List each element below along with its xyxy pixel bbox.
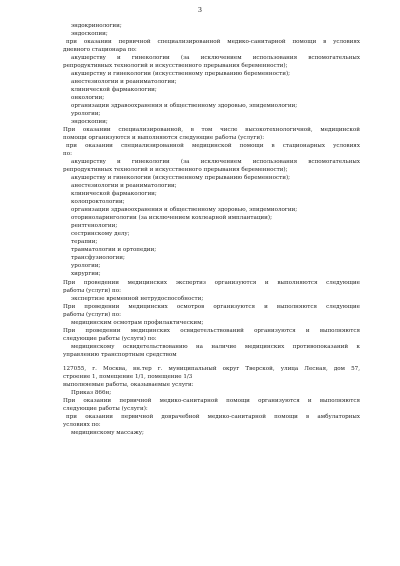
text-line: рентгенологии; (71, 223, 118, 230)
text-line: При проведении медицинских осмотров организуются и выполняются следующие (63, 303, 360, 310)
text-line: репродуктивных технологий и искусственного прерывания беременности); (63, 63, 288, 70)
text-line: При проведении медицинских экспертиз организуются и выполняются следующие (63, 279, 360, 286)
text-line: медицинскому массажу; (71, 429, 144, 436)
text-line: анестезиологии и реаниматологии; (71, 79, 177, 86)
text-line: эндокринологии; (71, 23, 122, 29)
text-line: акушерству и гинекологии (за исключением использования вспомогательных (71, 159, 360, 166)
text-line: хирургии; (71, 271, 101, 278)
text-line: акушерству и гинекологии (за исключением использования вспомогательных (71, 55, 360, 62)
text-line: анестезиологии и реаниматологии; (71, 183, 177, 190)
text-line: колопроктологии; (71, 199, 125, 206)
text-line: организации здравоохранения и общественному здоровью, эпидемиологии; (71, 103, 298, 110)
text-line: при оказании первичной специализированной медико-санитарной помощи в условиях (66, 39, 360, 46)
text-line: клинической фармакологии; (71, 87, 157, 94)
text-line: сестринскому делу; (71, 231, 130, 238)
text-line: по: (63, 151, 72, 158)
document-body (63, 22, 360, 437)
text-line: клинической фармакологии; (71, 191, 157, 198)
text-line: При оказании первичной медико-санитарной помощи организуются и выполняются (63, 397, 360, 404)
text-line: при оказании первичной доврачебной медико-санитарной помощи в амбулаторных (66, 413, 360, 420)
text-line: строение 1, помещение 1/1, помещение 1/3 (63, 373, 193, 380)
text-line: медицинским осмотрам профилактическим; (71, 319, 204, 326)
text-line: выполняемые работы, оказываемые услуги: (63, 381, 194, 388)
text-line: репродуктивных технологий и искусственного прерывания беременности); (63, 167, 288, 174)
text-line: помощи организуются и выполняются следующие работы (услуги): (63, 135, 265, 142)
text-line: работы (услуги) по: (63, 311, 122, 318)
text-line: оториноларингологии (за исключением кохлеарной имплантации); (71, 215, 272, 222)
text-line: эндоскопии; (71, 31, 108, 38)
page-number: 3 (197, 6, 203, 14)
address-section (63, 365, 360, 437)
text-line: акушерству и гинекологии (искусственному прерыванию беременности); (71, 71, 291, 78)
text-line: трансфузиологии; (71, 255, 125, 262)
text-line: эндоскопии; (71, 119, 108, 126)
text-line: терапии; (71, 239, 98, 246)
text-line: При проведении медицинских освидетельствований организуются и выполняются (63, 327, 360, 334)
text-line: следующие работы (услуги): (63, 405, 148, 412)
text-line: медицинскому освидетельствованию на наличие медицинских противопоказаний к (71, 343, 360, 350)
text-line: при оказании специализированной медицинской помощи в стационарных условиях (66, 143, 360, 150)
text-line: управлению транспортным средством (63, 351, 177, 358)
text-line: онкологии; (71, 95, 105, 102)
text-line: экспертизе временной нетрудоспособности; (71, 295, 204, 302)
text-line: условиях по: (63, 421, 101, 428)
text-line: дневного стационара по: (63, 47, 137, 54)
text-line: следующие работы (услуги) по: (63, 335, 157, 342)
text-line: 127055, г. Москва, вн.тер г. муниципальный округ Тверской, улица Лесная, дом 57, (63, 365, 360, 372)
text-line: работы (услуги) по: (63, 287, 122, 294)
text-line: урологии; (71, 111, 101, 118)
text-line: травматологии и ортопедии; (71, 247, 157, 254)
text-line: Приказ 866н; (71, 389, 112, 396)
text-line: При оказании специализированной, в том числе высокотехнологичной, медицинской (63, 127, 360, 134)
text-line: организации здравоохранения и общественному здоровью, эпидемиологии; (71, 207, 298, 214)
text-line: урологии; (71, 263, 101, 270)
text-line: акушерству и гинекологии (искусственному прерыванию беременности); (71, 175, 291, 182)
services-list (63, 22, 360, 359)
